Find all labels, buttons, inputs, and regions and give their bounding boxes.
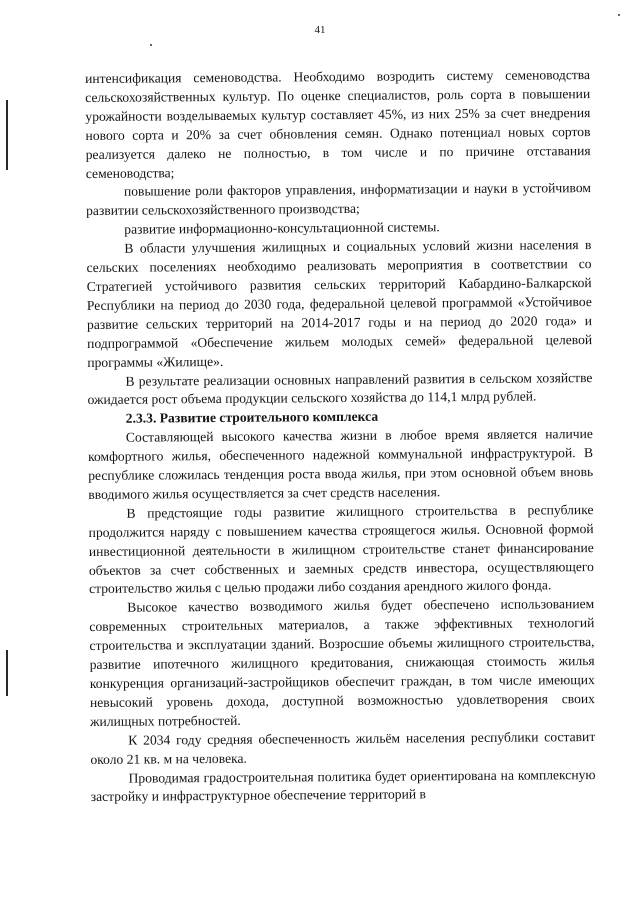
scan-margin-mark [6,100,8,170]
paragraph: К 2034 году средняя обеспеченность жильём населения республики составит около 21 кв. м на человека. [90,728,596,767]
paragraph: Составляющей высокого качества жизни в любое время является наличие комфортного жилья, обеспеченного надежной коммунальной инфраструктурой. В республике сложилась тенденция роста ввода жилья, при этом основной объем вновь вводимого жилья осуществляется за счет средств населения. [87,426,594,502]
document-body [85,66,596,807]
paragraph: В предстоящие годы развитие жилищного строительства в республике продолжится наряду с повышением качества строящегося жилья. Основной формой инвестиционной деятельности в жилищном строительстве станет финансирование объектов за счет собственных и заемных средств инвестора, осуществляющего строительство жилья с целью продажи либо создания арендного жилого фонда. [88,501,594,597]
paragraph: интенсификация семеноводства. Необходимо возродить систему семеноводства сельскохозяйственных культур. По оценке специалистов, роль сорта в повышении урожайности возделываемых культур составляет 45%, из них 25% за счет внедрения нового сорта и 20% за счет обновления семян. Однако потенциал новых сортов реализуется далеко не полностью, в том числе и по причине отставания семеноводства; [85,67,591,181]
page-number: 41 [314,24,326,36]
scan-speck [618,14,620,16]
scan-speck [150,44,152,46]
paragraph: Проводимая градостроительная политика будет ориентирована на комплексную застройку и инфраструктурное обеспечение территорий в [90,766,596,805]
paragraph: Высокое качество возводимого жилья будет обеспечено использованием современных строительных материалов, а также эффективных технологий строительства и эксплуатации зданий. Возросшие объемы жилищного строительства, развитие ипотечного жилищного кредитования, снижающая стоимость жилья конкуренция организаций-застройщиков обеспечит граждан, в том числе имеющих невысокий уровень дохода, доступной возможностью удовлетворения своих жилищных потребностей. [89,596,596,729]
scan-margin-mark [6,650,8,696]
paragraph: повышение роли факторов управления, информатизации и науки в устойчивом развитии сельскохозяйственного производства; [86,180,592,219]
paragraph: В результате реализации основных направлений развития в сельском хозяйстве ожидается рост объема продукции сельского хозяйства до 114,1 млрд рублей. [87,369,593,408]
paragraph: В области улучшения жилищных и социальных условий жизни населения в сельских поселениях необходимо реализовать мероприятия в соответствии со Стратегией устойчивого развития сельских территорий Кабардино-Балкарской Республики на период до 2030 года, федеральной целевой программой «Устойчивое развитие сельских территорий на 2014-2017 годы и на период до 2020 года» и подпрограммой «Обеспечение жильем молодых семей» федеральной целевой программы «Жилище». [86,237,593,370]
paragraph: развитие информационно-консультационной системы. [124,219,440,237]
section-heading: 2.3.3. Развитие строительного комплекса [125,409,379,427]
